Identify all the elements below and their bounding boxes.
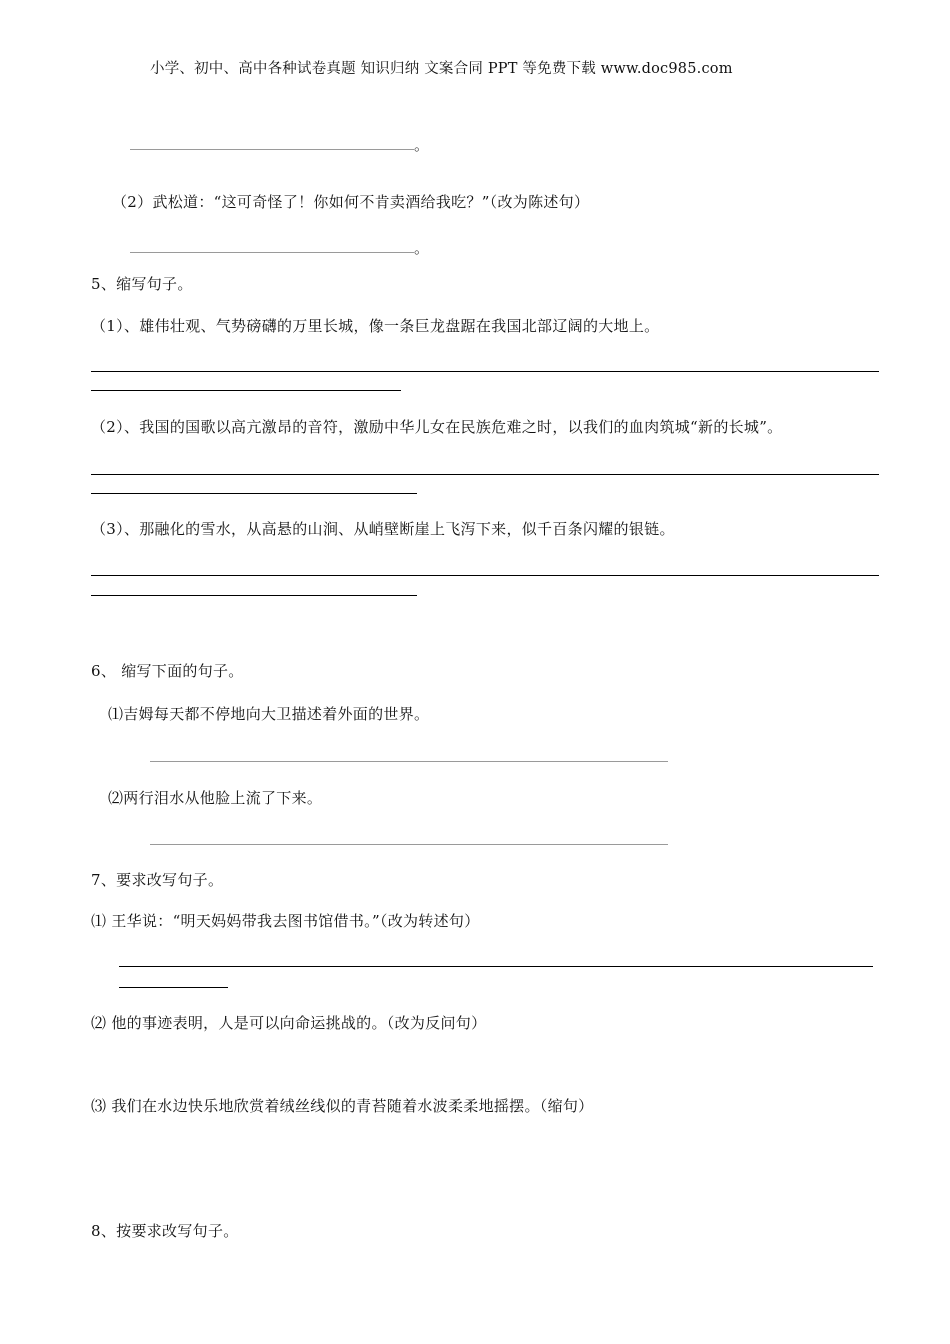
question-6-item-2: ⑵两行泪水从他脸上流了下来。 [108,789,323,807]
answer-line[interactable] [91,493,417,494]
question-7-item-3: ⑶ 我们在水边快乐地欣赏着绒丝线似的青苔随着水波柔柔地摇摆。（缩句） [91,1097,594,1115]
period-mark: 。 [414,136,430,154]
question-7-item-2: ⑵ 他的事迹表明，人是可以向命运挑战的。（改为反问句） [91,1014,487,1032]
question-7-title: 7、要求改写句子。 [91,871,224,889]
question-5-item-2: （2）、我国的国歌以高亢激昂的音符，激励中华儿女在民族危难之时，以我们的血肉筑城“新的长城”。 [91,418,783,436]
question-5-title: 5、缩写句子。 [91,275,193,293]
answer-line[interactable] [91,575,879,576]
answer-line[interactable] [119,966,873,967]
answer-line[interactable] [91,390,401,391]
answer-line[interactable] [130,252,414,253]
question-6-title: 6、 缩写下面的句子。 [91,662,244,680]
answer-line[interactable] [91,595,417,596]
question-8-title: 8、按要求改写句子。 [91,1222,239,1240]
page-header: 小学、初中、高中各种试卷真题 知识归纳 文案合同 PPT 等免费下载 www.doc985.com [150,61,733,77]
answer-line[interactable] [130,149,414,150]
answer-line[interactable] [119,987,228,988]
answer-line[interactable] [91,474,879,475]
question-5-item-3: （3）、那融化的雪水，从高悬的山涧、从峭壁断崖上飞泻下来，似千百条闪耀的银链。 [91,520,675,538]
answer-line[interactable] [150,761,668,762]
question-7-item-1: ⑴ 王华说：“明天妈妈带我去图书馆借书。”（改为转述句） [91,912,480,930]
question-4-item-2: （2）武松道：“这可奇怪了！你如何不肯卖酒给我吃？”（改为陈述句） [112,193,590,211]
question-5-item-1: （1）、雄伟壮观、气势磅礴的万里长城，像一条巨龙盘踞在我国北部辽阔的大地上。 [91,317,660,335]
period-mark: 。 [414,239,430,257]
question-6-item-1: ⑴吉姆每天都不停地向大卫描述着外面的世界。 [108,705,430,723]
answer-line[interactable] [91,371,879,372]
answer-line[interactable] [150,844,668,845]
